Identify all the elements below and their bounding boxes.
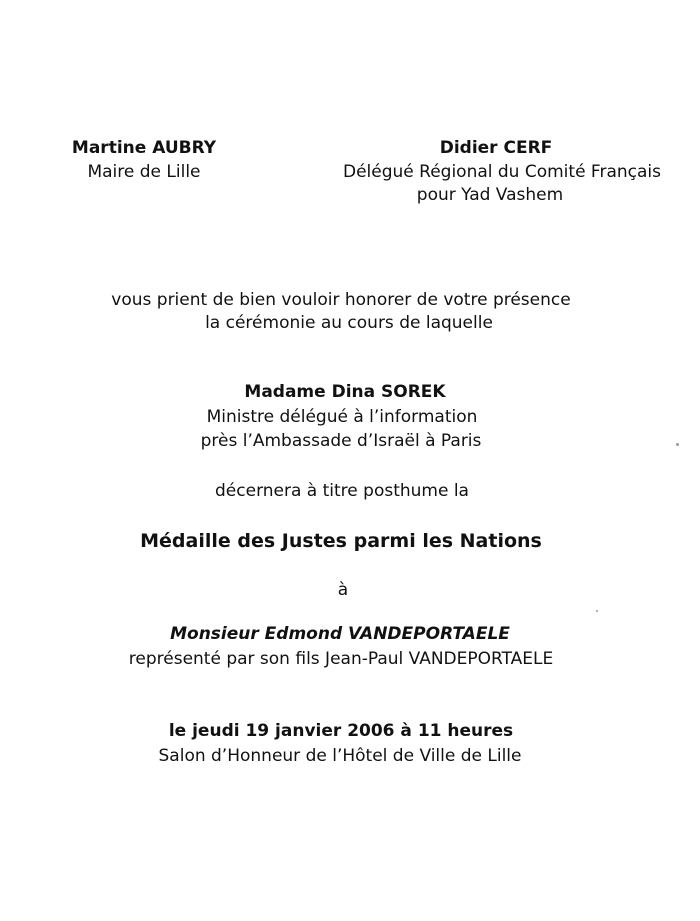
recipient-name: Monsieur Edmond VANDEPORTAELE <box>170 624 510 644</box>
host-right-name: Didier CERF <box>439 138 553 158</box>
event-date-time: le jeudi 19 janvier 2006 à 11 heures <box>168 721 514 741</box>
award-intro: décernera à titre posthume la <box>215 481 469 501</box>
medal-title: Médaille des Justes parmi les Nations <box>140 530 542 552</box>
invitation-line-2: la cérémonie au cours de laquelle <box>205 313 493 333</box>
minister-role-line2: près l’Ambassade d’Israël à Paris <box>200 431 482 451</box>
scan-speck <box>596 610 598 612</box>
invitation-line-1: vous prient de bien vouloir honorer de votre présence <box>111 290 571 310</box>
host-left-name: Martine AUBRY <box>71 138 217 158</box>
recipient-represented-by: représenté par son fils Jean-Paul VANDEPORTAELE <box>128 649 554 669</box>
host-right-title-line1: Délégué Régional du Comité Français <box>342 162 662 182</box>
event-location: Salon d’Honneur de l’Hôtel de Ville de Lille <box>158 746 522 766</box>
preposition: à <box>337 580 349 600</box>
host-right-title-line2: pour Yad Vashem <box>416 185 564 205</box>
minister-name: Madame Dina SOREK <box>244 382 446 402</box>
host-left-title: Maire de Lille <box>87 162 201 182</box>
minister-role-line1: Ministre délégué à l’information <box>206 407 478 427</box>
scan-speck <box>676 443 679 446</box>
